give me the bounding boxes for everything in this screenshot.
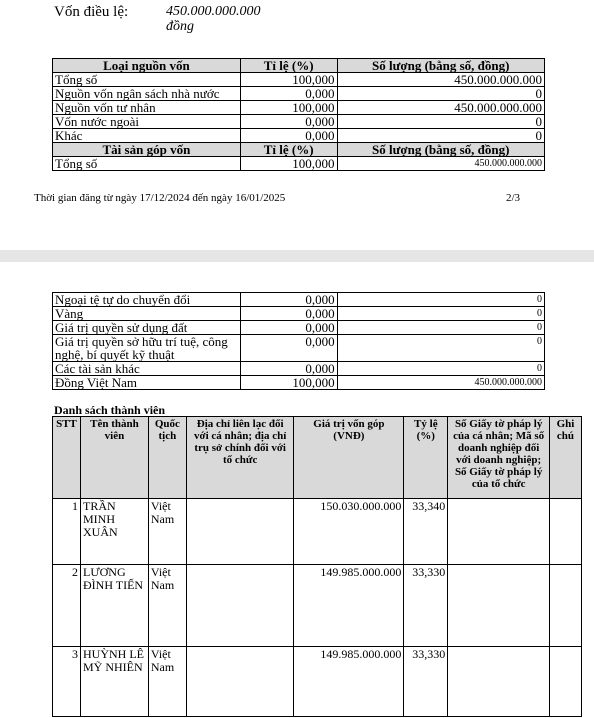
header-note: Ghi chú xyxy=(549,417,581,499)
row-ratio: 100,000 xyxy=(240,376,337,390)
row-label: Đồng Việt Nam xyxy=(53,376,241,390)
member-capital: 149.985.000.000 xyxy=(294,565,404,647)
row-amount: 0 xyxy=(337,335,544,362)
header-name: Tên thành viên xyxy=(80,417,148,499)
row-amount: 0 xyxy=(337,87,545,101)
row-label: Giá trị quyền sở hữu trí tuệ, công nghệ, bí quyết kỹ thuật xyxy=(53,335,241,362)
page-number: 2/3 xyxy=(506,192,521,204)
member-legal-id xyxy=(448,565,550,647)
row-ratio: 0,000 xyxy=(240,362,337,376)
member-ratio: 33,330 xyxy=(404,647,448,717)
header-ratio: Tỉ lệ (%) xyxy=(240,143,337,157)
row-ratio: 100,000 xyxy=(240,101,337,115)
header-nationality: Quốc tịch xyxy=(148,417,186,499)
row-amount: 0 xyxy=(337,115,545,129)
header-capital: Giá trị vốn góp (VNĐ) xyxy=(294,417,404,499)
table-row xyxy=(53,157,545,171)
row-label: Tổng số xyxy=(53,73,241,87)
row-label: Khác xyxy=(53,129,241,143)
table-row xyxy=(53,499,582,565)
table-row xyxy=(53,129,545,143)
table-row xyxy=(53,376,545,390)
table-row xyxy=(53,101,545,115)
row-ratio: 0,000 xyxy=(240,293,337,307)
row-label: Vàng xyxy=(53,307,241,321)
row-label: Giá trị quyền sử dụng đất xyxy=(53,321,241,335)
header-stt: STT xyxy=(53,417,81,499)
member-name: LƯƠNG ĐÌNH TIẾN xyxy=(80,565,148,647)
row-amount: 0 xyxy=(337,321,544,335)
member-nationality: Việt Nam xyxy=(148,565,186,647)
header-ratio: Tỷ lệ (%) xyxy=(404,417,448,499)
row-ratio: 0,000 xyxy=(240,115,337,129)
charter-capital-value: 450.000.000.000 xyxy=(166,4,261,19)
table-row xyxy=(53,307,545,321)
members-header-row xyxy=(53,417,582,499)
member-note xyxy=(549,565,581,647)
member-address xyxy=(186,647,294,717)
member-stt: 2 xyxy=(53,565,81,647)
page-2 xyxy=(0,0,594,250)
member-legal-id xyxy=(448,647,550,717)
row-amount: 0 xyxy=(337,293,544,307)
member-stt: 1 xyxy=(53,499,81,565)
row-amount: 450.000.000.000 xyxy=(337,157,545,171)
member-note xyxy=(549,499,581,565)
row-amount: 450.000.000.000 xyxy=(337,73,545,87)
member-ratio: 33,340 xyxy=(404,499,448,565)
row-label: Tổng số xyxy=(53,157,241,171)
header-amount: Số lượng (bằng số, đồng) xyxy=(337,143,545,157)
row-label: Các tài sản khác xyxy=(53,362,241,376)
table-row xyxy=(53,335,545,362)
member-name: TRẦN MINH XUÂN xyxy=(80,499,148,565)
charter-capital-unit: đồng xyxy=(166,19,194,34)
row-amount: 0 xyxy=(337,129,545,143)
header-address: Địa chỉ liên lạc đối với cá nhân; địa chỉ trụ sở chính đối với tổ chức xyxy=(186,417,294,499)
page-3 xyxy=(0,262,594,718)
row-ratio: 0,000 xyxy=(240,87,337,101)
member-ratio: 33,330 xyxy=(404,565,448,647)
member-address xyxy=(186,499,294,565)
assets-header-row xyxy=(53,143,545,157)
member-stt: 3 xyxy=(53,647,81,717)
header-source-type: Loại nguồn vốn xyxy=(53,59,241,73)
row-ratio: 100,000 xyxy=(240,157,337,171)
row-amount: 0 xyxy=(337,307,544,321)
row-label: Vốn nước ngoài xyxy=(53,115,241,129)
header-amount: Số lượng (bằng số, đồng) xyxy=(337,59,545,73)
table-row xyxy=(53,73,545,87)
page-separator xyxy=(0,250,594,262)
members-table xyxy=(52,416,582,717)
assets-continued-table xyxy=(52,292,545,390)
header-legal-id: Số Giấy tờ pháp lý của cá nhân; Mã số doanh nghiệp đối với doanh nghiệp; Số Giấy tờ pháp lý của tổ chức xyxy=(448,417,550,499)
table-row xyxy=(53,293,545,307)
member-address xyxy=(186,565,294,647)
member-note xyxy=(549,647,581,717)
row-label: Nguồn vốn ngân sách nhà nước xyxy=(53,87,241,101)
row-ratio: 0,000 xyxy=(240,321,337,335)
row-amount: 450.000.000.000 xyxy=(337,376,544,390)
member-nationality: Việt Nam xyxy=(148,499,186,565)
header-asset-type: Tài sản góp vốn xyxy=(53,143,241,157)
members-title: Danh sách thành viên xyxy=(54,403,166,417)
table-row xyxy=(53,321,545,335)
member-legal-id xyxy=(448,499,550,565)
row-amount: 0 xyxy=(337,362,544,376)
row-ratio: 0,000 xyxy=(240,307,337,321)
row-ratio: 100,000 xyxy=(240,73,337,87)
row-ratio: 0,000 xyxy=(240,335,337,362)
member-nationality: Việt Nam xyxy=(148,647,186,717)
row-label: Ngoại tệ tự do chuyển đổi xyxy=(53,293,241,307)
capital-source-table xyxy=(52,58,545,171)
table-row xyxy=(53,115,545,129)
row-amount: 450.000.000.000 xyxy=(337,101,545,115)
row-ratio: 0,000 xyxy=(240,129,337,143)
table-row xyxy=(53,87,545,101)
member-name: HUỲNH LÊ MỸ NHIÊN xyxy=(80,647,148,717)
registration-period: Thời gian đăng từ ngày 17/12/2024 đến ngày 16/01/2025 xyxy=(34,192,286,204)
charter-capital-label: Vốn điều lệ: xyxy=(54,4,129,20)
member-capital: 149.985.000.000 xyxy=(294,647,404,717)
row-label: Nguồn vốn tư nhân xyxy=(53,101,241,115)
member-capital: 150.030.000.000 xyxy=(294,499,404,565)
header-ratio: Tỉ lệ (%) xyxy=(240,59,337,73)
table-row xyxy=(53,647,582,717)
table-row xyxy=(53,362,545,376)
capital-source-header-row xyxy=(53,59,545,73)
table-row xyxy=(53,565,582,647)
